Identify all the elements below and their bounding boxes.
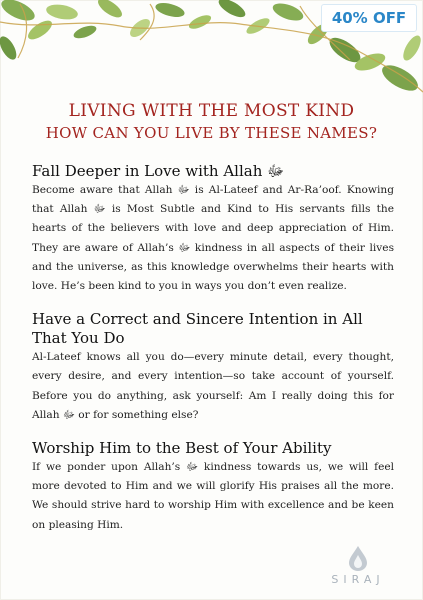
- section-body: Al-Lateef knows all you do—every minute detail, every thought, every desire, and every intention—so take account of yourself. Before you do anything, ask yourself: Am I really doing this for Allah ﷻ or for something else?: [32, 351, 394, 421]
- content-body: [32, 162, 394, 549]
- section-love: [32, 162, 394, 296]
- watermark-label: SIRAJ: [331, 573, 385, 586]
- discount-badge: 40% OFF: [321, 4, 417, 32]
- section-heading: Have a Correct and Sincere Intention in All That You Do: [32, 310, 363, 348]
- section-heading: Fall Deeper in Love with Allah ﷻ: [32, 162, 285, 180]
- page-subtitle: HOW CAN YOU LIVE BY THESE NAMES?: [45, 124, 378, 142]
- flame-drop-icon: [347, 545, 369, 571]
- siraj-watermark: [300, 545, 416, 597]
- section-body: If we ponder upon Allah’s ﷻ kindness towards us, we will feel more devoted to Him and we will glorify His praises all the more. We should strive hard to worship Him with excellence and be keen on pleasing Him.: [32, 461, 394, 531]
- section-body: Become aware that Allah ﷻ is Al-Lateef and Ar-Ra’oof. Knowing that Allah ﷻ is Most Subtle and Kind to His servants fills the hearts of the believers with love and deep appreciation of Him. They are aware of Allah’s ﷻ kindness in all aspects of their lives and the universe, as this knowledge overwhelms their hearts with love. He’s been kind to you in ways you don’t even realize.: [32, 184, 394, 293]
- section-intention: [32, 310, 394, 425]
- section-heading: Worship Him to the Best of Your Ability: [32, 439, 332, 458]
- section-worship: [32, 439, 394, 535]
- page-title: LIVING WITH THE MOST KIND: [68, 101, 355, 121]
